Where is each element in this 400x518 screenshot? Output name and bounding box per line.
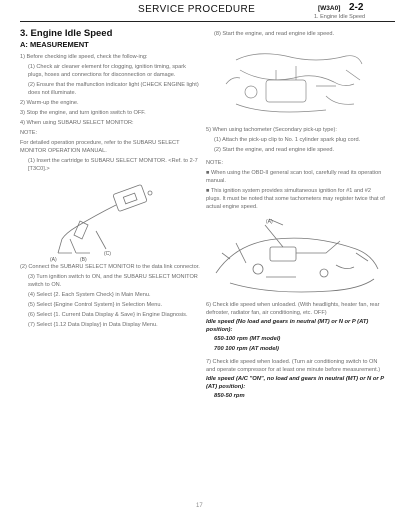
paragraph: 4) When using SUBARU SELECT MONITOR: <box>20 120 134 126</box>
spec-value: 850-50 rpm <box>214 393 245 399</box>
ignition-coil-figure <box>206 213 386 301</box>
spec-value: 650-100 rpm (MT model) <box>214 336 281 342</box>
note-item: ■ When using the OBD-II general scan tool, carefully read its operation manual. <box>206 170 382 184</box>
section-title: 3. Engine Idle Speed <box>20 28 113 39</box>
paragraph: (2) Ensure that the malfunction indicator light (CHECK ENGINE light) does not illuminate. <box>28 82 199 96</box>
figure-label: (C) <box>104 251 111 257</box>
paragraph: (1) Insert the cartridge to SUBARU SELECT MONITOR. <Ref. to 2-7 [T3C0].> <box>28 158 198 172</box>
note-text: When using the OBD-II general scan tool, carefully read its operation manual. <box>206 170 382 184</box>
paragraph: (2) Connect the SUBARU SELECT MONITOR to the data link connector. <box>20 264 200 270</box>
spec-value: 700 100 rpm (AT model) <box>214 345 279 352</box>
header-subtitle: 1. Engine Idle Speed <box>314 14 366 20</box>
paragraph: (7) Select {1.12 Data Display} in Data Display Menu. <box>28 322 158 328</box>
figure-label: (B) <box>80 257 87 263</box>
figure-label: (A) <box>266 219 273 225</box>
spec-title: Idle speed (No load and gears in neutral (MT) or N or P (AT) position): <box>206 319 369 333</box>
page-number: 17 <box>196 503 203 509</box>
note-label: NOTE: <box>206 160 224 166</box>
paragraph: (6) Select {1. Current Data Display & Save} in Engine Diagnosis. <box>28 312 188 318</box>
paragraph: 3) Stop the engine, and turn ignition switch to OFF. <box>20 110 146 116</box>
note-item: ■ This ignition system provides simultaneous ignition for #1 and #2 plugs. It must be noted that some tachometers may register twice that of actual engine speed. <box>206 188 385 210</box>
paragraph: 6) Check idle speed when unloaded. (With headlights, heater fan, rear defroster, radiator fan, air conditioning, etc. OFF) <box>206 302 380 316</box>
header-title: SERVICE PROCEDURE <box>138 4 256 15</box>
paragraph: (5) Select {Engine Control System} in Selection Menu. <box>28 302 163 308</box>
left-column <box>20 30 200 331</box>
right-column <box>206 30 386 403</box>
select-monitor-figure <box>20 175 200 263</box>
subsection-title: A: MEASUREMENT <box>20 40 89 49</box>
figure-label: (A) <box>50 257 57 263</box>
note-label: NOTE: <box>20 130 38 136</box>
paragraph: (4) Select {2. Each System Check} in Main Menu. <box>28 292 151 298</box>
page-header <box>0 0 400 22</box>
paragraph: 2) Warm-up the engine. <box>20 100 79 106</box>
paragraph: (8) Start the engine, and read engine idle speed. <box>214 31 335 37</box>
note-text: This ignition system provides simultaneous ignition for #1 and #2 plugs. It must be noted that some tachometers may register twice that of actual engine speed. <box>206 188 385 210</box>
header-section-number: 2-2 <box>349 2 364 13</box>
paragraph: 5) When using tachometer (Secondary pick-up type): <box>206 127 337 133</box>
header-rule <box>20 21 395 22</box>
paragraph: (1) Check air cleaner element for clogging, ignition timing, spark plugs, hoses and connections for disconnection or damage. <box>28 64 186 78</box>
paragraph: 1) Before checking idle speed, check the follow-ing: <box>20 54 148 60</box>
paragraph: (1) Attach the pick-up clip to No. 1 cylinder spark plug cord. <box>214 137 361 143</box>
header-code: [W3A0] <box>318 5 341 12</box>
paragraph: (2) Start the engine, and read engine idle speed. <box>214 147 335 153</box>
engine-tachometer-figure <box>206 40 386 126</box>
paragraph: For detailed operation procedure, refer to the SUBARU SELECT MONITOR OPERATION MANUAL. <box>20 140 180 154</box>
spec-title: Idle speed (A/C "ON", no load and gears in neutral (MT) or N or P (AT) position): <box>206 376 384 390</box>
paragraph: 7) Check idle speed when loaded. (Turn air conditioning switch to ON and operate compressor for at least one minute before measurement.) <box>206 359 381 373</box>
paragraph: (3) Turn ignition switch to ON, and the SUBARU SELECT MONITOR switch to ON. <box>28 274 198 288</box>
